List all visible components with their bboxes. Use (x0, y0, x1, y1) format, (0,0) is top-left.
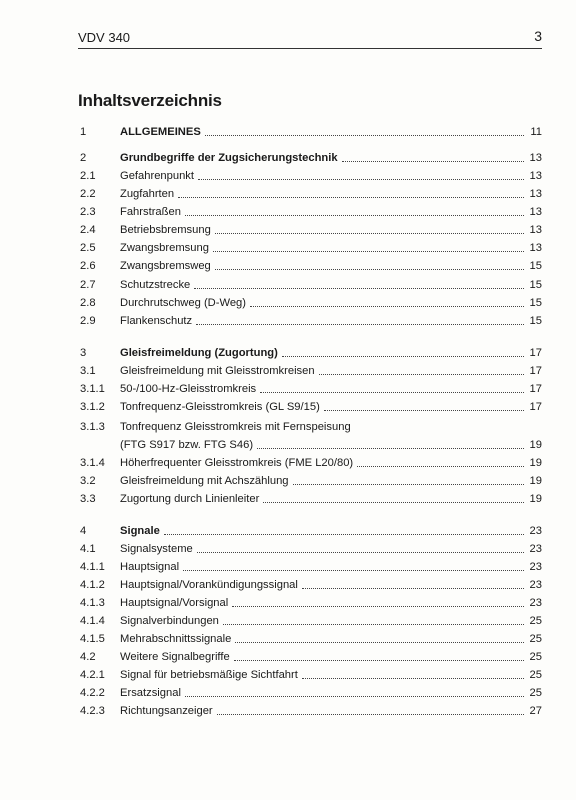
toc-entry[interactable] (80, 381, 542, 397)
toc-entry[interactable] (80, 313, 542, 329)
toc-leader-dots (185, 214, 524, 216)
toc-entry-page: 23 (529, 579, 542, 591)
toc-entry-title: Grundbegriffe der Zugsicherungstechnik (120, 152, 338, 164)
toc-entry-page: 19 (529, 439, 542, 451)
toc-entry-page: 23 (529, 597, 542, 609)
toc-entry[interactable] (80, 363, 542, 379)
toc-leader-dots (183, 569, 524, 571)
toc-entry-number: 3.1.1 (80, 383, 105, 395)
toc-entry-number: 2.6 (80, 260, 96, 272)
toc-entry-page: 27 (529, 705, 542, 717)
toc-entry[interactable] (80, 649, 542, 665)
toc-entry[interactable] (80, 204, 542, 220)
toc-entry[interactable] (80, 631, 542, 647)
toc-entry-page: 17 (529, 383, 542, 395)
toc-leader-dots (342, 160, 524, 162)
toc-entry-title: Tonfrequenz-Gleisstromkreis (GL S9/15) (120, 401, 320, 413)
toc-entry[interactable] (80, 399, 542, 415)
toc-entry[interactable] (80, 667, 542, 683)
toc-entry-number: 4.2.3 (80, 705, 105, 717)
toc-entry-title: Weitere Signalbegriffe (120, 651, 230, 663)
toc-entry-number: 4.1.3 (80, 597, 105, 609)
toc-entry[interactable] (80, 222, 542, 238)
toc-entry-number: 4.1 (80, 543, 96, 555)
toc-entry-number: 2.4 (80, 224, 96, 236)
toc-entry[interactable] (80, 523, 542, 539)
toc-entry-number: 4.2 (80, 651, 96, 663)
toc-entry-page: 13 (529, 242, 542, 254)
toc-leader-dots (232, 605, 524, 607)
toc-entry-number: 3 (80, 347, 87, 359)
toc-entry-title: Gleisfreimeldung mit Gleisstromkreisen (120, 365, 315, 377)
page-number: 3 (534, 28, 542, 44)
toc-entry[interactable] (80, 541, 542, 557)
toc-entry-title: Gefahrenpunkt (120, 170, 195, 182)
toc-entry-page: 23 (529, 525, 542, 537)
toc-leader-dots (217, 713, 524, 715)
toc-entry[interactable] (80, 703, 542, 719)
toc-entry-number: 1 (80, 126, 87, 138)
toc-entry-title: Zugfahrten (120, 188, 175, 200)
toc-entry[interactable] (80, 124, 542, 140)
toc-entry-page: 25 (529, 687, 542, 699)
toc-leader-dots (198, 178, 524, 180)
toc-entry-page: 15 (529, 260, 542, 272)
toc-entry-title: Signal für betriebsmäßige Sichtfahrt (120, 669, 298, 681)
toc-entry-page: 13 (529, 170, 542, 182)
toc-entry[interactable] (80, 258, 542, 274)
toc-leader-dots (250, 305, 524, 307)
toc-leader-dots (302, 587, 524, 589)
toc-entry-page: 19 (529, 493, 542, 505)
toc-entry-number: 3.1.2 (80, 401, 105, 413)
toc-entry-title: ALLGEMEINES (120, 126, 201, 138)
toc-entry-number: 2.5 (80, 242, 96, 254)
toc-entry-title: Zwangsbremsung (120, 242, 209, 254)
toc-leader-dots (235, 641, 524, 643)
toc-entry-page: 11 (530, 126, 542, 138)
toc-entry-number: 3.2 (80, 475, 96, 487)
document-id: VDV 340 (78, 30, 131, 45)
toc-entry-title: Gleisfreimeldung (Zugortung) (120, 347, 278, 359)
toc-entry-title: Hauptsignal (120, 561, 180, 573)
toc-leader-dots (205, 134, 524, 136)
toc-entry-page: 25 (529, 633, 542, 645)
toc-entry-page: 17 (529, 347, 542, 359)
toc-entry-page: 13 (529, 206, 542, 218)
toc-entry-title: Betriebsbremsung (120, 224, 211, 236)
toc-entry-title: Gleisfreimeldung mit Achszählung (120, 475, 289, 487)
toc-entry-title: Höherfrequenter Gleisstromkreis (FME L20/80) (120, 457, 354, 469)
toc-entry-number: 4 (80, 525, 87, 537)
toc-entry-page: 23 (529, 561, 542, 573)
toc-entry[interactable] (80, 491, 542, 507)
toc-leader-dots (257, 447, 524, 449)
toc-leader-dots (319, 373, 524, 375)
toc-entry-title: Signalsysteme (120, 543, 193, 555)
toc-entry-page: 15 (529, 279, 542, 291)
toc-entry-number: 4.1.4 (80, 615, 105, 627)
toc-entry-title: Durchrutschweg (D-Weg) (120, 297, 246, 309)
toc-entry-title: Hauptsignal/Vorsignal (120, 597, 229, 609)
toc-leader-dots (215, 232, 524, 234)
toc-leader-dots (302, 677, 524, 679)
toc-leader-dots (260, 391, 524, 393)
toc-entry-page: 25 (529, 669, 542, 681)
toc-entry-number: 2.7 (80, 279, 96, 291)
toc-entry-number: 3.1.4 (80, 457, 105, 469)
toc-entry[interactable] (80, 295, 542, 311)
toc-entry[interactable] (80, 277, 542, 293)
toc-entry-number: 4.1.1 (80, 561, 105, 573)
toc-entry-title: Zwangsbremsweg (120, 260, 211, 272)
toc-leader-dots (263, 501, 524, 503)
toc-entry-title: Mehrabschnittssignale (120, 633, 232, 645)
toc-leader-dots (215, 268, 524, 270)
toc-entry-page: 25 (529, 651, 542, 663)
toc-entry-page: 15 (529, 315, 542, 327)
toc-entry[interactable] (80, 240, 542, 256)
toc-entry-number: 4.2.1 (80, 669, 105, 681)
toc-entry-number: 2.2 (80, 188, 96, 200)
toc-leader-dots (178, 196, 524, 198)
toc-entry-page: 17 (529, 365, 542, 377)
toc-entry-page: 19 (529, 457, 542, 469)
toc-entry-page: 13 (529, 188, 542, 200)
toc-entry-page: 25 (529, 615, 542, 627)
toc-leader-dots (234, 659, 524, 661)
toc-entry[interactable] (80, 186, 542, 202)
toc-entry-number: 2.8 (80, 297, 96, 309)
toc-entry[interactable] (80, 345, 542, 361)
toc-entry[interactable] (80, 168, 542, 184)
toc-entry-title: Fahrstraßen (120, 206, 181, 218)
toc-entry-number: 4.2.2 (80, 687, 105, 699)
page-title: Inhaltsverzeichnis (78, 91, 222, 110)
toc-leader-dots (324, 409, 524, 411)
toc-entry-page: 15 (529, 297, 542, 309)
toc-entry-number: 4.1.2 (80, 579, 105, 591)
toc-entry-number: 3.3 (80, 493, 96, 505)
toc-entry-number: 3.1.3 (80, 421, 105, 433)
toc-entry[interactable] (80, 685, 542, 701)
toc-entry[interactable] (80, 437, 542, 453)
toc-entry-title: Hauptsignal/Vorankündigungssignal (120, 579, 298, 591)
toc-leader-dots (293, 483, 524, 485)
toc-entry-title: Tonfrequenz Gleisstromkreis mit Fernspeisung (120, 421, 351, 433)
toc-entry[interactable] (80, 595, 542, 611)
toc-entry-title: Signalverbindungen (120, 615, 219, 627)
toc-entry-title: Signale (120, 525, 160, 537)
toc-entry-number: 2.3 (80, 206, 96, 218)
toc-entry-number: 2.1 (80, 170, 96, 182)
toc-leader-dots (213, 250, 524, 252)
toc-entry-title: 50-/100-Hz-Gleisstromkreis (120, 383, 257, 395)
toc-leader-dots (185, 695, 524, 697)
toc-leader-dots (197, 551, 524, 553)
toc-leader-dots (282, 355, 524, 357)
toc-entry-number: 4.1.5 (80, 633, 105, 645)
toc-entry[interactable] (80, 559, 542, 575)
toc-entry[interactable] (80, 455, 542, 471)
toc-entry-page: 23 (529, 543, 542, 555)
toc-entry-page: 19 (529, 475, 542, 487)
toc-entry[interactable] (80, 419, 542, 435)
toc-entry-number: 3.1 (80, 365, 96, 377)
toc-leader-dots (357, 465, 524, 467)
toc-leader-dots (194, 287, 524, 289)
toc-entry-page: 13 (529, 224, 542, 236)
toc-entry-title: Schutzstrecke (120, 279, 191, 291)
toc-entry-title: Flankenschutz (120, 315, 193, 327)
toc-entry[interactable] (80, 577, 542, 593)
toc-entry-title: Richtungsanzeiger (120, 705, 213, 717)
toc-entry-page: 13 (529, 152, 542, 164)
toc-entry-title: Zugortung durch Linienleiter (120, 493, 260, 505)
toc-leader-dots (164, 533, 524, 535)
toc-entry-number: 2.9 (80, 315, 96, 327)
toc-entry[interactable] (80, 613, 542, 629)
toc-entry-title: (FTG S917 bzw. FTG S46) (120, 439, 254, 451)
toc-leader-dots (223, 623, 524, 625)
toc-entry[interactable] (80, 150, 542, 166)
toc-entry-page: 17 (529, 401, 542, 413)
toc-entry-title: Ersatzsignal (120, 687, 181, 699)
toc-entry[interactable] (80, 473, 542, 489)
toc-entry-number: 2 (80, 152, 87, 164)
toc-leader-dots (196, 323, 524, 325)
